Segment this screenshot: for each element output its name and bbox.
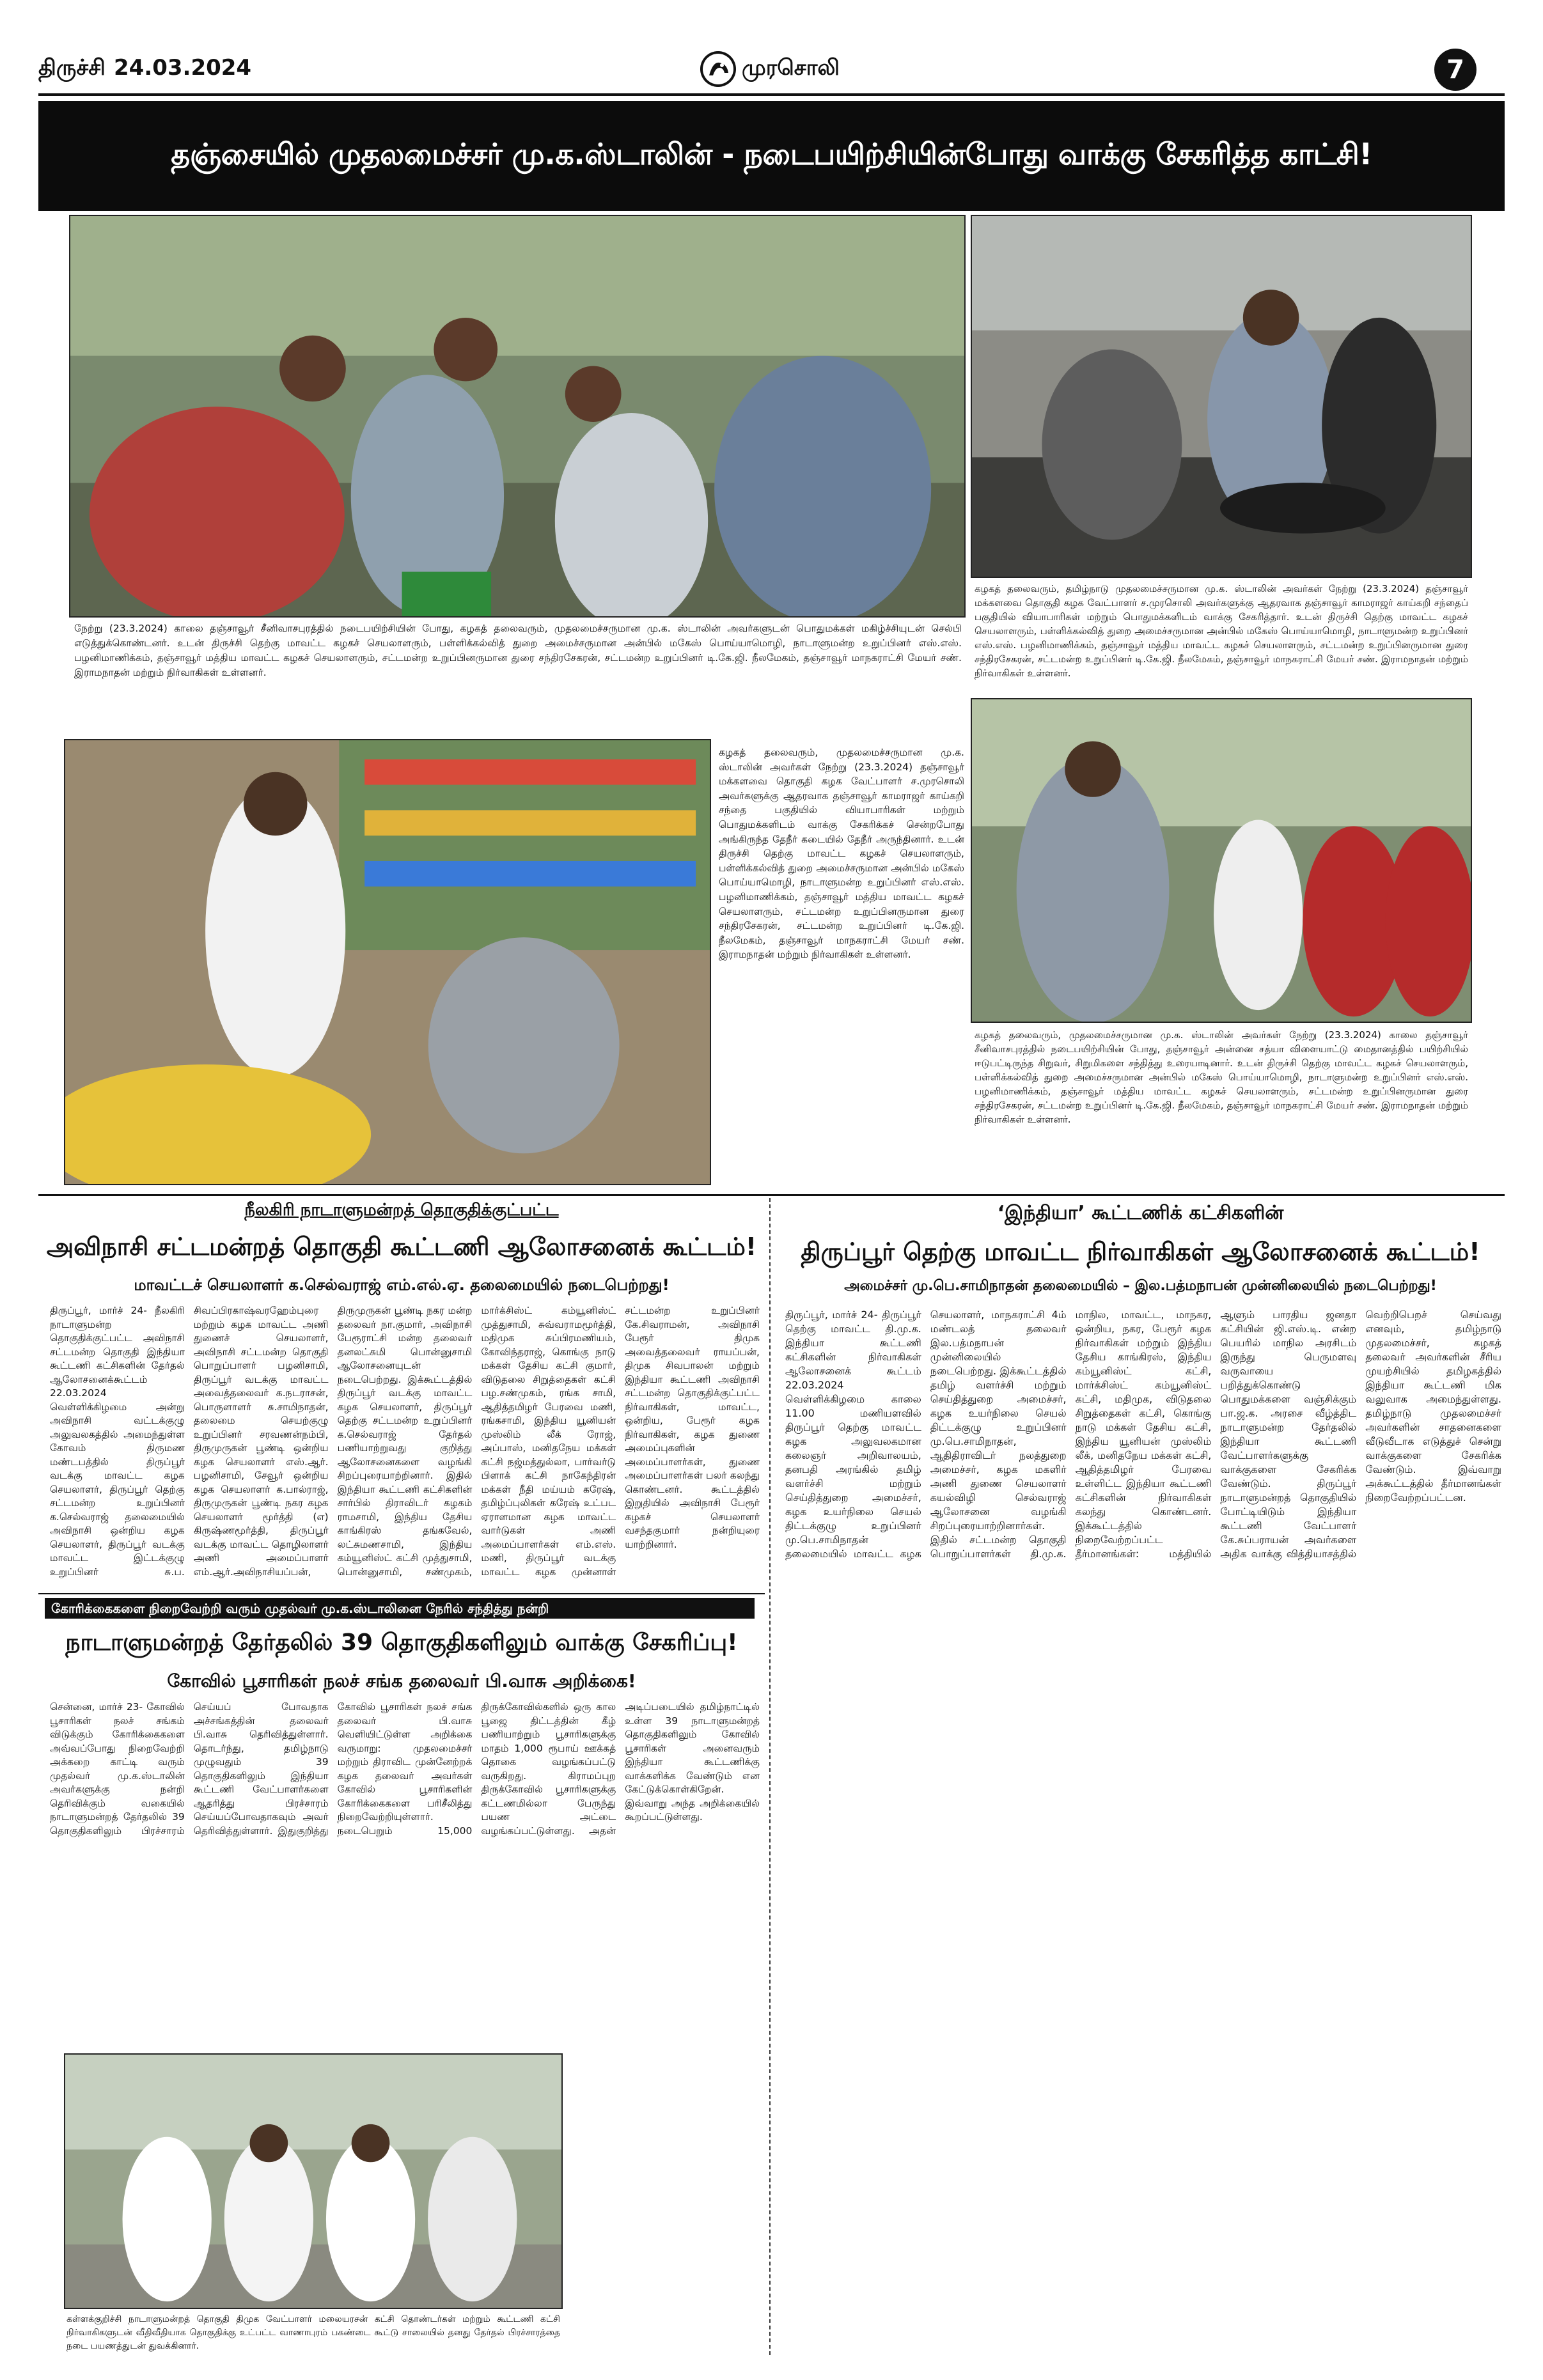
story2-subhead: கோவில் பூசாரிகள் நலச் சங்க தலைவர் பி.வாசு அறிக்கை! bbox=[167, 1670, 636, 1692]
story1-kicker: நீலகிரி நாடாளுமன்றத் தொகுதிக்குட்பட்ட bbox=[244, 1201, 559, 1220]
story-rule bbox=[38, 1593, 765, 1594]
photo-kallakurichi-walk bbox=[64, 2053, 563, 2309]
story1-body: திருப்பூர், மார்ச் 24- நீலகிரி நாடாளுமன்ற தொகுதிக்குட்பட்ட அவிநாசி சட்டமன்ற தொகுதி இந்தியா கூட்டணி கட்சிகளின் தேர்தல் ஆலோசனைக்கூட்டம் 22.03.2024 வெள்ளிக்கிழமை அன்று அவிநாசி வட்டக்குழு அலுவலகத்தில் அமைந்துள்ள கோவம் திருமண மண்டபத்தில் திருப்பூர் வடக்கு மாவட்ட கழக செயலாளர், திருப்பூர் தெற்கு சட்டமன்ற உறுப்பினர் க.செல்வராஜ் தலைமையில் அவிநாசி ஒன்றிய கழக செயலாளர், திருப்பூர் வடக்கு மாவட்ட இட்டக்குழு உறுப்பினர் சு.ப. சிவப்பிரகாஷ்வரஹேம்புரை மற்றும் கழக மாவட்ட அணி துணைச் செயலாளர், அவிநாசி சட்டமன்ற தொகுதி பொறுப்பாளர் பழனிசாமி, திருப்பூர் வடக்கு மாவட்ட அவைத்தலைவர் க.நடராசன், பொருளாளர் சு.சாமிநாதன், தலைமை செயற்குழு உறுப்பினர் சரவணன்நம்பி, திருமுருகன் பூண்டி ஒன்றிய கழக செயலாளர் எஸ்.ஆர். பழனிசாமி, சேவூர் ஒன்றிய கழக செயலாளர் க.பால்ராஜ், திருமுருகன் பூண்டி நகர கழக செயலாளர் மூர்த்தி (எ) கிருஷ்ணமூர்த்தி, திருப்பூர் வடக்கு மாவட்ட தொழிலாளர் அணி அமைப்பாளர் எம்.ஆர்.அவிநாசியப்பன், திருமுருகன் பூண்டி நகர மன்ற தலைவர் நா.குமார், அவிநாசி பேரூராட்சி மன்ற தலைவர் தனலட்சுமி பொன்னுசாமி ஆலோசனையுடன் நடைபெற்றது. இக்கூட்டத்தில் திருப்பூர் வடக்கு மாவட்ட கழக செயலாளர், திருப்பூர் தெற்கு சட்டமன்ற உறுப்பினர் க.செல்வராஜ் தேர்தல் பணியாற்றுவது குறித்து ஆலோசனைகளை வழங்கி சிறப்புரையாற்றினார். இதில் இந்தியா கூட்டணி கட்சிகளின் சார்பில் திராவிடர் கழகம் ராமசாமி, இந்திய தேசிய காங்கிரஸ் தங்கவேல், லட்சுமணசாமி, இந்திய கம்யூனிஸ்ட் கட்சி முத்துசாமி, பொன்னுசாமி, சண்முகம், மார்க்சிஸ்ட் கம்யூனிஸ்ட் முத்துசாமி, சுவ்வராமமூர்த்தி, மதிமுக சுப்பிரமணியம், கோவிந்தராஜ், கொங்கு நாடு மக்கள் தேசிய கட்சி குமார், விடுதலை சிறுத்தைகள் கட்சி பழ.சண்முகம், ரங்க சாமி, ஆதித்தமிழர் பேரவை மணி, ரங்கசாமி, இந்திய யூனியன் முஸ்லிம் லீக் ரோஜ், அப்பாஸ், மனிதநேய மக்கள் கட்சி நஜ்மத்துல்லா, பார்வர்டு பிளாக் கட்சி நாகேந்திரன் மக்கள் நீதி மய்யம் கரேஷ், தமிழ்ப்புலிகள் கரேஷ் உட்பட ஏராளமான கழக மாவட்ட வார்டுகள் அணி அமைப்பாளர்கள் எம்.எஸ். மணி, திருப்பூர் வடக்கு மாவட்ட கழக முன்னாள் சட்டமன்ற உறுப்பினர் கே.சிவராமன், அவிநாசி பேரூர் திமுக அவைத்தலைவர் ராயப்பன், திமுக சிவபாலன் மற்றும் இந்தியா கூட்டணி அவிநாசி சட்டமன்ற தொகுதிக்குட்பட்ட நிர்வாகிகள், மாவட்ட, ஒன்றிய, பேரூர் கழக நிர்வாகிகள், கழக துணை அமைப்புகளின் அமைப்பாளர்கள், துணை அமைப்பாளர்கள் பலர் கலந்து கொண்டனர். கூட்டத்தில் இறுதியில் அவிநாசி பேரூர் கழகச் செயலாளர் வசந்தகுமார் நன்றியுரை யாற்றினார். bbox=[50, 1305, 760, 1578]
story1-headline: அவிநாசி சட்டமன்றத் தொகுதி கூட்டணி ஆலோசனைக் கூட்டம்! bbox=[46, 1233, 757, 1261]
story3-subhead: அமைச்சர் மு.பெ.சாமிநாதன் தலைமையில் – இல.பத்மநாபன் முன்னிலையில் நடைபெற்றது! bbox=[844, 1278, 1437, 1294]
column-divider bbox=[769, 1198, 771, 2355]
photo-kallakurichi-walk-caption: கள்ளக்குறிச்சி நாடாளுமன்றத் தொகுதி திமுக வேட்பாளர் மலையரசன் கட்சி தொண்டர்கள் மற்றும் கூட்டணி கட்சி நிர்வாகிகளுடன் வீதிவீதியாக தொகுதிக்கு உட்பட்ட வாணாபுரம் பகண்டை கூட்டு சாலையில் தனது தேர்தல் பிரச்சாரத்தை நடை பயணத்துடன் துவக்கினார். bbox=[67, 2314, 560, 2351]
masthead-rule bbox=[38, 93, 1505, 96]
photo-selfie-crowd bbox=[69, 215, 966, 618]
section-rule bbox=[38, 1194, 1505, 1196]
photo-children-meet-caption: கழகத் தலைவரும், முதலமைச்சருமான மு.க. ஸ்டாலின் அவர்கள் நேற்று (23.3.2024) காலை தஞ்சாவூர் சீனிவாசபுரத்தில் நடைபயிற்சியின் போது, தஞ்சாவூர் அன்னை சத்யா விளையாட்டு மைதானத்தில் பயிற்சியில் ஈடுபட்டிருந்த சிறுவர், சிறுமிகளை சந்தித்து உரையாடினார். உடன் திருச்சி தெற்கு மாவட்ட கழகச் செயலாளரும், பள்ளிக்கல்வித் துறை அமைச்சருமான அன்பில் மகேஸ் பொய்யாமொழி, நாடாளுமன்ற உறுப்பினர் எஸ்.எஸ். பழனிமாணிக்கம், தஞ்சாவூர் மத்திய மாவட்ட கழகச் செயலாளரும், சட்டமன்ற உறுப்பினருமான துரை சந்திரசேகரன், சட்டமன்ற உறுப்பினர் டி.கே.ஜி. நீலமேகம், தஞ்சாவூர் மாநகராட்சி மேயர் சண். இராமநாதன் மற்றும் நிர்வாகிகள் உள்ளனர். bbox=[975, 1029, 1468, 1125]
story2-headline: நாடாளுமன்றத் தேர்தலில் 39 தொகுதிகளிலும் வாக்கு சேகரிப்பு! bbox=[65, 1629, 738, 1656]
photo-market-visit bbox=[971, 215, 1472, 578]
story2-body: சென்னை, மார்ச் 23- கோவில் பூசாரிகள் நலச் சங்கம் விடுக்கும் கோரிக்கைகளை அவ்வப்போது நிறைவேற்றி அக்கறை காட்டி வரும் முதல்வர் மு.க.ஸ்டாலின் அவர்களுக்கு நன்றி தெரிவிக்கும் வகையில் நாடாளுமன்றத் தேர்தலில் 39 தொகுதிகளிலும் பிரச்சாரம் செய்யப் போவதாக அச்சங்கத்தின் தலைவர் பி.வாசு தெரிவித்துள்ளார். தொடர்ந்து, தமிழ்நாடு முழுவதும் 39 தொகுதிகளிலும் இந்தியா கூட்டணி வேட்பாளர்களை ஆதரித்து பிரச்சாரம் செய்யப்போவதாகவும் அவர் தெரிவித்துள்ளார். இதுகுறித்து கோவில் பூசாரிகள் நலச் சங்க தலைவர் பி.வாசு வெளியிட்டுள்ள அறிக்கை வருமாறு: முதலமைச்சர் மற்றும் திராவிட முன்னேற்றக் கழக தலைவர் அவர்கள் கோவில் பூசாரிகளின் கோரிக்கைகளை பரிசீலித்து நிறைவேற்றியுள்ளார். நடைபெறும் 15,000 திருக்கோவில்களில் ஒரு கால பூஜை திட்டத்தின் கீழ் பணியாற்றும் பூசாரிகளுக்கு மாதம் 1,000 ரூபாய் ஊக்கத் தொகை வழங்கப்பட்டு வருகிறது. கிராமப்புற திருக்கோவில் பூசாரிகளுக்கு கட்டணமில்லா பேருந்து பயண அட்டை வழங்கப்பட்டுள்ளது. அதன் அடிப்படையில் தமிழ்நாட்டில் உள்ள 39 நாடாளுமன்றத் தொகுதிகளிலும் கோவில் பூசாரிகள் அனைவரும் இந்தியா கூட்டணிக்கு வாக்களிக்க வேண்டும் என கேட்டுக்கொள்கிறேன். இவ்வாறு அந்த அறிக்கையில் கூறப்பட்டுள்ளது. bbox=[50, 1701, 760, 1837]
photo-tea-shop-caption: கழகத் தலைவரும், முதலமைச்சருமான மு.க. ஸ்டாலின் அவர்கள் நேற்று (23.3.2024) தஞ்சாவூர் மக்களவை தொகுதி கழக வேட்பாளர் ச.முரசொலி அவர்களுக்கு ஆதரவாக தஞ்சாவூர் காமராஜர் காய்கறி சந்தை பகுதியில் வியாபாரிகள் மற்றும் பொதுமக்களிடம் வாக்கு சேகரிக்கச் சென்றபோது அங்கிருந்த தேநீர் கடையில் தேநீர் அருந்தினார். உடன் திருச்சி தெற்கு மாவட்ட கழகச் செயலாளரும், பள்ளிக்கல்வித் துறை அமைச்சருமான அன்பில் மகேஸ் பொய்யாமொழி, நாடாளுமன்ற உறுப்பினர் எஸ்.எஸ். பழனிமாணிக்கம், தஞ்சாவூர் மத்திய மாவட்ட கழகச் செயலாளரும், சட்டமன்ற உறுப்பினருமான துரை சந்திரசேகரன், சட்டமன்ற உறுப்பினர் டி.கே.ஜி. நீலமேகம், தஞ்சாவூர் மாநகராட்சி மேயர் சண். இராமநாதன் மற்றும் நிர்வாகிகள் உள்ளனர். bbox=[719, 747, 964, 961]
story3-kicker: ‘இந்தியா’ கூட்டணிக் கட்சிகளின் bbox=[997, 1202, 1284, 1224]
photo-children-meet bbox=[971, 698, 1472, 1023]
story1-subhead: மாவட்டச் செயலாளர் க.செல்வராஜ் எம்.எல்.ஏ. தலைமையில் நடைபெற்றது! bbox=[134, 1276, 670, 1294]
page-number: 7 bbox=[1446, 55, 1464, 84]
photo-tea-shop bbox=[64, 739, 711, 1185]
edition-label: திருச்சி bbox=[38, 55, 106, 81]
story2-kicker: கோரிக்கைகளை நிறைவேற்றி வரும் முதல்வர் மு.க.ஸ்டாலினை நேரில் சந்தித்து நன்றி bbox=[45, 1598, 755, 1619]
banner bbox=[38, 101, 1505, 211]
banner-title: தஞ்சையில் முதலமைச்சர் மு.க.ஸ்டாலின் - நடைபயிற்சியின்போது வாக்கு சேகரித்த காட்சி! bbox=[171, 136, 1372, 171]
photo-selfie-crowd-caption: நேற்று (23.3.2024) காலை தஞ்சாவூர் சீனிவாசபுரத்தில் நடைபயிற்சியின் போது, கழகத் தலைவரும், முதலமைச்சருமான மு.க. ஸ்டாலின் அவர்களுடன் பொதுமக்கள் மகிழ்ச்சியுடன் செல்பி எடுத்துக்கொண்டனர். உடன் திருச்சி தெற்கு மாவட்ட கழகச் செயலாளரும், பள்ளிக்கல்வித் துறை அமைச்சருமான அன்பில் மகேஸ் பொய்யாமொழி, நாடாளுமன்ற உறுப்பினர் எஸ்.எஸ். பழனிமாணிக்கம், தஞ்சாவூர் மத்திய மாவட்ட கழகச் செயலாளரும், சட்டமன்ற உறுப்பினருமான துரை சந்திரசேகரன், சட்டமன்ற உறுப்பினர் டி.கே.ஜி. நீலமேகம், தஞ்சாவூர் மாநகராட்சி மேயர் சண். இராமநாதன் மற்றும் நிர்வாகிகள் உள்ளனர். bbox=[74, 623, 962, 678]
masthead bbox=[38, 50, 1505, 88]
brand-logo-icon bbox=[700, 51, 736, 87]
story3-body: திருப்பூர், மார்ச் 24- திருப்பூர் தெற்கு மாவட்ட தி.மு.க. இந்தியா கூட்டணி கட்சிகளின் நிர்வாகிகள் ஆலோசனைக் கூட்டம் 22.03.2024 வெள்ளிக்கிழமை காலை 11.00 மணியளவில் திருப்பூர் தெற்கு மாவட்ட கழக அலுவலகமான கலைஞர் அறிவாலயம், தனபதி அரங்கில் தமிழ் வளர்ச்சி மற்றும் செய்தித்துறை அமைச்சர், கழக உயர்நிலை செயல் திட்டக்குழு உறுப்பினர் மு.பெ.சாமிநாதன் தலைமையில் மாவட்ட கழக செயலாளர், மாநகராட்சி 4ம் மண்டலத் தலைவர் இல.பத்மநாபன் முன்னிலையில் நடைபெற்றது. இக்கூட்டத்தில் தமிழ் வளர்ச்சி மற்றும் செய்தித்துறை அமைச்சர், கழக உயர்நிலை செயல் திட்டக்குழு உறுப்பினர் மு.பெ.சாமிநாதன், ஆதிதிராவிடர் நலத்துறை அமைச்சர், கழக மகளிர் அணி துணை செயலாளர் கயல்விழி செல்வராஜ் ஆலோசனை வழங்கி சிறப்புரையாற்றினார்கள். இதில் சட்டமன்ற தொகுதி பொறுப்பாளர்கள் தி.மு.க. மாநில, மாவட்ட, மாநகர, ஒன்றிய, நகர, பேரூர் கழக நிர்வாகிகள் மற்றும் இந்திய தேசிய காங்கிரஸ், இந்திய கம்யூனிஸ்ட் கட்சி, மார்க்சிஸ்ட் கம்யூனிஸ்ட் கட்சி, மதிமுக, விடுதலை சிறுத்தைகள் கட்சி, கொங்கு நாடு மக்கள் தேசிய கட்சி, இந்திய யூனியன் முஸ்லிம் லீக், மனிதநேய மக்கள் கட்சி, ஆதித்தமிழர் பேரவை உள்ளிட்ட இந்தியா கூட்டணி கட்சிகளின் நிர்வாகிகள் கலந்து கொண்டனர். இக்கூட்டத்தில் நிறைவேற்றப்பட்ட தீர்மானங்கள்: மத்தியில் ஆளும் பாரதிய ஜனதா கட்சியின் ஜி.எஸ்.டி. என்ற பெயரில் மாநில அரசிடம் இருந்து பெருமளவு வருவாயை பறித்துக்கொண்டு பொதுமக்களை வஞ்சிக்கும் பா.ஜ.க. அரசை வீழ்த்திட நாடாளுமன்ற தேர்தலில் இந்தியா கூட்டணி வேட்பாளர்களுக்கு வாக்குகளை சேகரிக்க வேண்டும். திருப்பூர் நாடாளுமன்றத் தொகுதியில் போட்டியிடும் இந்தியா கூட்டணி வேட்பாளர் கே.சுப்பராயன் அவர்களை அதிக வாக்கு வித்தியாசத்தில் வெற்றிபெறச் செய்வது எனவும், தமிழ்நாடு முதலமைச்சர், கழகத் தலைவர் அவர்களின் சீரிய முயற்சியில் தமிழகத்தில் இந்தியா கூட்டணி மிக வலுவாக அமைந்துள்ளது. தமிழ்நாடு முதலமைச்சர் அவர்களின் சாதனைகளை வீடுவீடாக எடுத்துச் சென்று வாக்குகளை சேகரிக்க வேண்டும். இவ்வாறு அக்கூட்டத்தில் தீர்மானங்கள் நிறைவேற்றப்பட்டன. bbox=[785, 1309, 1501, 1560]
issue-date: 24.03.2024 bbox=[114, 55, 252, 81]
story3-headline: திருப்பூர் தெற்கு மாவட்ட நிர்வாகிகள் ஆலோசனைக் கூட்டம்! bbox=[801, 1238, 1480, 1266]
page-number-badge bbox=[1434, 49, 1476, 91]
brand-name: முரசொலி bbox=[742, 55, 840, 81]
photo-market-visit-caption: கழகத் தலைவரும், தமிழ்நாடு முதலமைச்சருமான மு.க. ஸ்டாலின் அவர்கள் நேற்று (23.3.2024) தஞ்சாவூர் மக்களவை தொகுதி கழக வேட்பாளர் ச.முரசொலி அவர்களுக்கு ஆதரவாக தஞ்சாவூர் காமராஜர் காய்கறி சந்தைப் பகுதியில் வியாபாரிகள் மற்றும் பொதுமக்களிடம் வாக்கு சேகரித்தார். உடன் திருச்சி தெற்கு மாவட்ட கழகச் செயலாளரும், பள்ளிக்கல்வித் துறை அமைச்சருமான அன்பில் மகேஸ் பொய்யாமொழி, நாடாளுமன்ற உறுப்பினர் எஸ்.எஸ். பழனிமாணிக்கம், தஞ்சாவூர் மத்திய மாவட்ட கழகச் செயலாளரும், சட்டமன்ற உறுப்பினருமான துரை சந்திரசேகரன், சட்டமன்ற உறுப்பினர் டி.கே.ஜி. நீலமேகம், தஞ்சாவூர் மாநகராட்சி மேயர் சண். இராமநாதன் மற்றும் நிர்வாகிகள் உள்ளனர். bbox=[975, 583, 1468, 679]
